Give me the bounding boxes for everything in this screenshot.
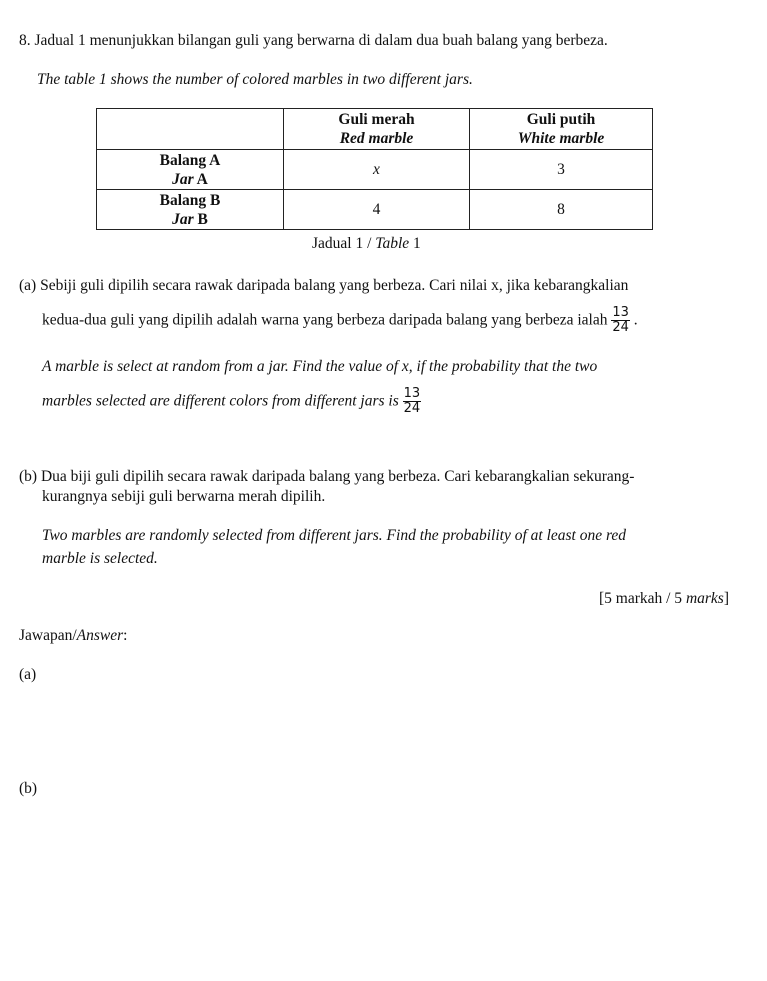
part-a-ms-line2 (42, 306, 638, 336)
part-b-en-line2: marble is selected. (42, 550, 158, 567)
marks-prefix: [5 markah / 5 (598, 590, 686, 607)
marks-italic: marks (685, 590, 724, 607)
cell-jar-b-white: 8 (470, 190, 653, 230)
answer-part-b-area[interactable] (19, 805, 739, 955)
table-row (97, 190, 653, 230)
caption-number: 1 (409, 235, 421, 252)
cell-jar-b-red: 4 (284, 190, 470, 230)
row-label-en: Jar (172, 170, 194, 188)
fraction-13-24 (403, 387, 422, 417)
table-header-white (470, 109, 653, 150)
header-red-ms: Guli merah (338, 111, 415, 128)
marks-label (599, 590, 729, 608)
row-label-en-suffix: A (193, 170, 208, 188)
table-header-row (97, 109, 653, 150)
part-b-label: (b) (19, 468, 38, 485)
part-b-ms-line2: kurangnya sebiji guli berwarna merah dipilih. (42, 488, 326, 505)
caption-ms: Jadual 1 / (312, 235, 376, 252)
answer-label-en: Answer (76, 627, 124, 644)
answer-part-b-label: (b) (19, 780, 38, 797)
table-header-red (284, 109, 470, 150)
part-a-ms-line1 (19, 277, 628, 295)
row-label-ms: Balang B (159, 191, 221, 209)
part-a-en-text2: marbles selected are different colors from different jars is (42, 392, 399, 410)
cell-jar-a-red: x (284, 150, 470, 190)
table-caption (312, 235, 421, 253)
header-white-en: White marble (517, 130, 605, 147)
part-a-label: (a) (19, 277, 37, 294)
header-white-ms: Guli putih (526, 111, 596, 128)
part-a-ms-text2: kedua-dua guli yang dipilih adalah warna yang berbeza daripada balang yang berbeza ialah (42, 311, 608, 329)
marks-suffix: ] (723, 590, 729, 607)
fraction-denominator: 24 (612, 320, 629, 336)
cell-jar-a-white: 3 (470, 150, 653, 190)
answer-label-colon: : (123, 627, 128, 644)
fraction-numerator: 13 (612, 305, 629, 320)
row-label-en: Jar (172, 210, 194, 228)
answer-heading (19, 627, 127, 645)
question-number: 8. (19, 32, 31, 49)
part-b-en-line1: Two marbles are randomly selected from different jars. Find the probability of at least one red (42, 527, 627, 544)
caption-en: Table (375, 235, 410, 252)
table-row (97, 150, 653, 190)
question-intro-ms-text: Jadual 1 menunjukkan bilangan guli yang berwarna di dalam dua buah balang yang berbeza. (34, 32, 608, 49)
table-header-empty (97, 109, 284, 150)
answer-label-ms: Jawapan/ (19, 627, 77, 644)
fraction-13-24 (611, 306, 630, 336)
fraction-numerator: 13 (403, 386, 421, 401)
row-label-jar-a (97, 150, 284, 190)
question-intro-en: The table 1 shows the number of colored marbles in two different jars. (37, 71, 473, 88)
part-a-en-line1: A marble is select at random from a jar. Find the value of x, if the probability that the two (42, 358, 598, 375)
part-a-ms-text1: Sebiji guli dipilih secara rawak daripada balang yang berbeza. Cari nilai x, jika kebarangkalian (40, 277, 629, 294)
header-red-en: Red marble (339, 130, 414, 147)
row-label-jar-b (97, 190, 284, 230)
question-intro-ms (19, 32, 608, 50)
part-a-en-line2 (42, 387, 421, 417)
answer-part-a-area[interactable] (19, 690, 739, 770)
part-a-period: . (633, 311, 638, 329)
row-label-ms: Balang A (159, 151, 221, 169)
row-label-en-suffix: B (193, 210, 208, 228)
answer-part-a-label: (a) (19, 666, 37, 683)
part-b-ms-line1 (19, 468, 634, 486)
marbles-table (96, 108, 653, 230)
fraction-denominator: 24 (403, 401, 421, 417)
part-b-ms-text1: Dua biji guli dipilih secara rawak daripada balang yang berbeza. Cari kebarangkalian sekurang- (40, 468, 635, 485)
